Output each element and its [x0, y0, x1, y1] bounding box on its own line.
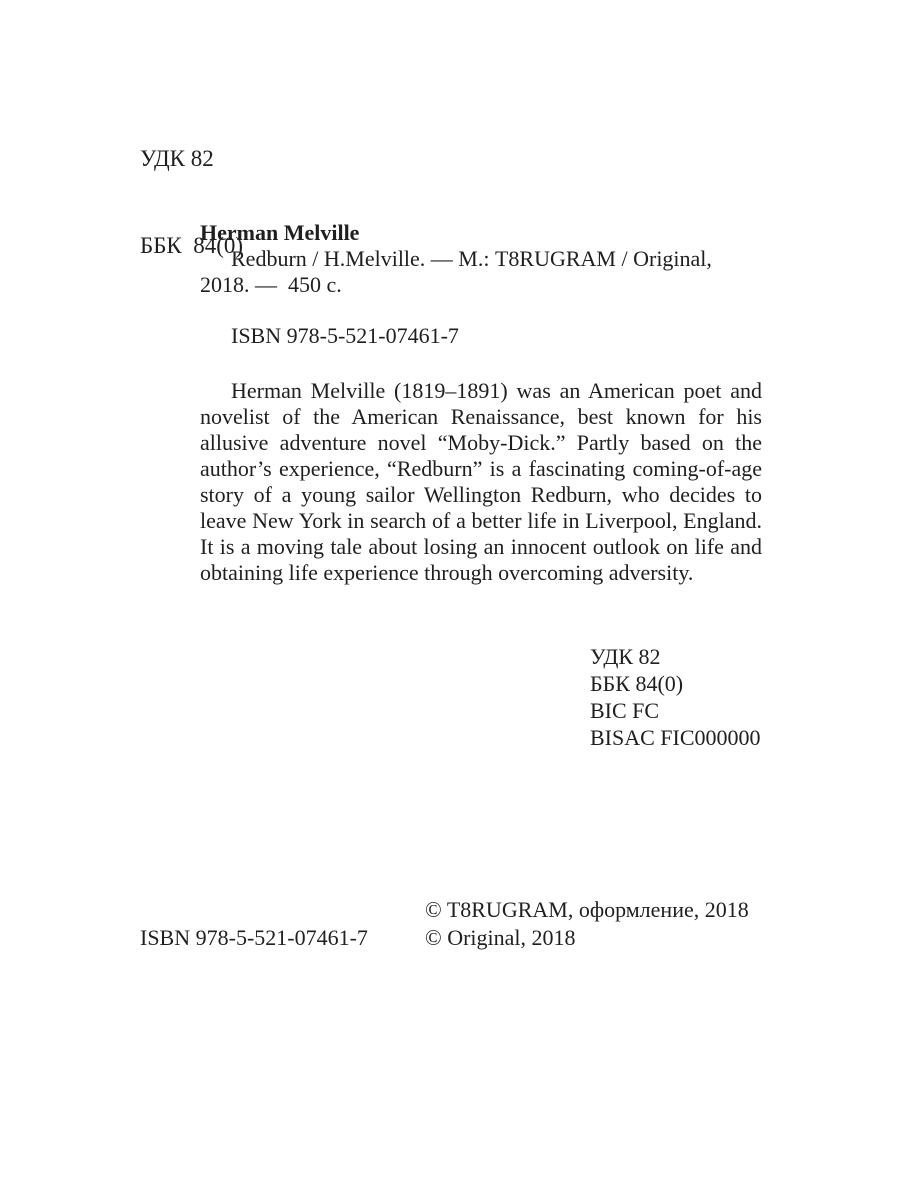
author-name: Herman Melville	[200, 220, 360, 245]
udk-code-top: УДК 82	[140, 146, 214, 171]
annotation-paragraph: Herman Melville (1819–1891) was an American poet and novelist of the American Renaissance, best known for his allusive adventure novel “Moby-Dick.” Partly based on the author’s experience, “Redburn” is a fascinating coming-of-age story of a young sailor Wellington Redburn, who decides to leave New York in search of a better life in Liverpool, England. It is a moving tale about losing an innocent outlook on life and obtaining life experience through overcoming adversity.	[200, 378, 762, 585]
isbn-line: ISBN 978-5-521-07461-7	[231, 323, 459, 348]
footer-isbn-line: ISBN 978-5-521-07461-7	[140, 925, 368, 950]
bbk-code-top: ББК 84(0)	[140, 233, 244, 258]
imprint-block	[200, 220, 762, 586]
bibliographic-entry-line2: 2018. — 450 с.	[200, 272, 342, 297]
bbk-code: ББК 84(0)	[590, 671, 684, 696]
bic-code: BIC FC	[590, 698, 660, 723]
bibliographic-entry-line1: Redburn / H.Melville. — М.: T8RUGRAM / Original,	[231, 246, 712, 271]
bisac-code: BISAC FIC000000	[590, 725, 761, 750]
copyright-design-line: © T8RUGRAM, оформление, 2018	[425, 897, 749, 922]
classification-codes-block	[590, 643, 761, 751]
udk-code: УДК 82	[590, 644, 661, 669]
copyright-original-line: © Original, 2018	[425, 925, 576, 950]
copyright-block	[425, 896, 749, 952]
